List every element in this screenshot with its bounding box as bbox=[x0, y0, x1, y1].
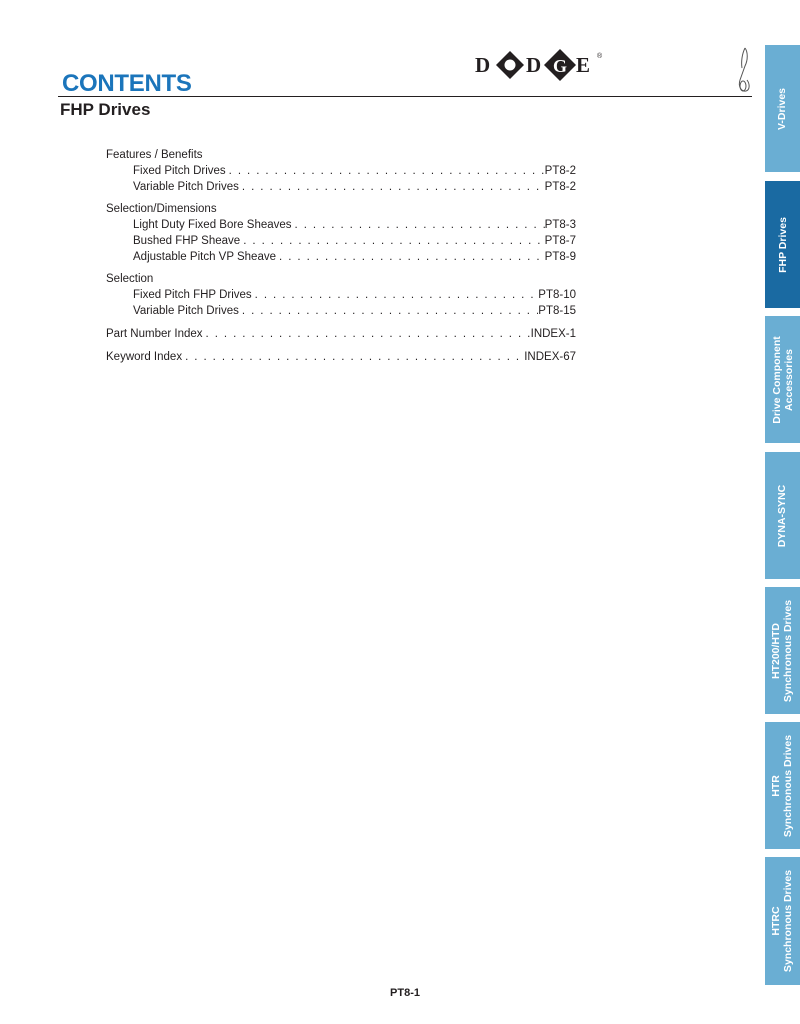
logo-letter-g: G bbox=[553, 56, 568, 76]
dot-leader bbox=[203, 326, 531, 342]
tab-dyna-sync[interactable] bbox=[765, 452, 800, 579]
tab-label: HTRC Synchronous Drives bbox=[770, 869, 795, 973]
logo-o-counter bbox=[505, 60, 516, 71]
toc-entry-label: Variable Pitch Drives bbox=[133, 305, 239, 317]
toc-entry-page: PT8-2 bbox=[544, 165, 576, 177]
logo-letter-d2: D bbox=[526, 53, 542, 77]
tab-label: DYNA-SYNC bbox=[776, 484, 789, 547]
toc-entry-label: Adjustable Pitch VP Sheave bbox=[133, 251, 276, 263]
toc-entry-page: PT8-10 bbox=[538, 289, 576, 301]
toc-entry[interactable] bbox=[106, 249, 576, 265]
toc-entry-label: Fixed Pitch Drives bbox=[133, 165, 226, 177]
toc-entry[interactable] bbox=[106, 303, 576, 319]
table-of-contents bbox=[106, 147, 576, 365]
dot-leader bbox=[276, 249, 545, 265]
dot-leader bbox=[226, 163, 545, 179]
toc-entry-page: INDEX-1 bbox=[530, 328, 576, 340]
logo-letter-e: E bbox=[576, 53, 591, 77]
toc-entry-page: PT8-7 bbox=[544, 235, 576, 247]
toc-entry[interactable] bbox=[106, 163, 576, 179]
section-subtitle: FHP Drives bbox=[60, 100, 151, 119]
toc-entry[interactable] bbox=[106, 287, 576, 303]
tab-htrc[interactable] bbox=[765, 857, 800, 985]
toc-entry-page: PT8-9 bbox=[544, 251, 576, 263]
tab-label: V-Drives bbox=[776, 87, 789, 130]
tab-label: Drive Component Accessories bbox=[770, 335, 795, 424]
toc-heading-selection-dimensions: Selection/Dimensions bbox=[106, 203, 217, 215]
logo-letter-d: D bbox=[475, 53, 491, 77]
toc-entry[interactable] bbox=[106, 217, 576, 233]
toc-entry-label: Part Number Index bbox=[106, 328, 203, 340]
dot-leader bbox=[239, 179, 545, 195]
tab-drive-component-accessories[interactable] bbox=[765, 316, 800, 443]
dot-leader bbox=[239, 303, 538, 319]
tab-label: FHP Drives bbox=[776, 216, 789, 273]
tab-label: HT200/HTD Synchronous Drives bbox=[770, 599, 795, 702]
toc-entry-page: PT8-2 bbox=[544, 181, 576, 193]
toc-entry-label: Fixed Pitch FHP Drives bbox=[133, 289, 252, 301]
page-number: PT8-1 bbox=[390, 987, 420, 999]
tab-fhp-drives[interactable] bbox=[765, 181, 800, 308]
sheave-icon bbox=[736, 46, 752, 96]
toc-entry[interactable] bbox=[106, 179, 576, 195]
toc-entry[interactable] bbox=[106, 233, 576, 249]
toc-heading-selection: Selection bbox=[106, 273, 154, 285]
toc-entry-label: Light Duty Fixed Bore Sheaves bbox=[133, 219, 292, 231]
toc-entry-page: PT8-15 bbox=[538, 305, 576, 317]
tab-label: HTR Synchronous Drives bbox=[770, 734, 795, 837]
toc-entry-page: PT8-3 bbox=[544, 219, 576, 231]
toc-entry-label: Keyword Index bbox=[106, 351, 183, 363]
toc-entry-label: Variable Pitch Drives bbox=[133, 181, 239, 193]
dot-leader bbox=[292, 217, 545, 233]
toc-heading-features: Features / Benefits bbox=[106, 149, 203, 161]
page-title: CONTENTS bbox=[62, 70, 192, 97]
toc-entry-keyword-index[interactable] bbox=[106, 349, 576, 365]
dot-leader bbox=[252, 287, 539, 303]
dot-leader bbox=[182, 349, 524, 365]
dot-leader bbox=[240, 233, 544, 249]
tab-v-drives[interactable] bbox=[765, 45, 800, 172]
toc-entry-page: INDEX-67 bbox=[524, 351, 576, 363]
toc-entry-label: Bushed FHP Sheave bbox=[133, 235, 241, 247]
toc-entry-part-number-index[interactable] bbox=[106, 326, 576, 342]
dodge-logo bbox=[472, 45, 604, 85]
header-rule bbox=[58, 96, 752, 97]
tab-htr[interactable] bbox=[765, 722, 800, 849]
tab-ht200-htd[interactable] bbox=[765, 587, 800, 714]
registered-mark: ® bbox=[597, 53, 603, 60]
